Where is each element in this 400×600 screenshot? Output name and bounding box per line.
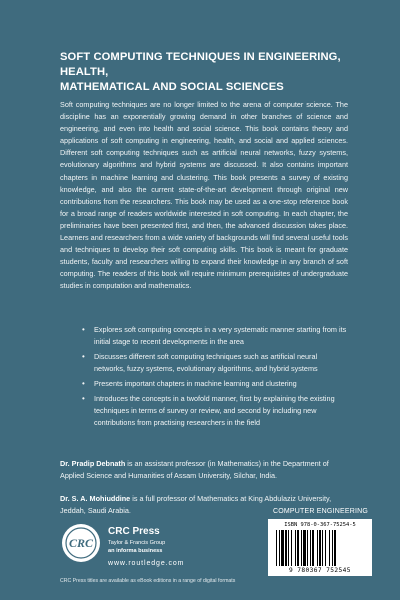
barcode-bar xyxy=(312,530,314,566)
barcode-bar xyxy=(325,530,326,566)
feature-item xyxy=(60,393,350,429)
barcode-bars-icon xyxy=(276,530,364,566)
author-description: is a full professor of Mathematics at King Abdulaziz University, Jeddah, Saudi Arabia. xyxy=(60,494,332,515)
publisher-group-line-2: an informa business xyxy=(108,547,163,554)
description-paragraph: Soft computing techniques are no longer limited to the arena of computer science. The discipline has an exponentially growing demand in other branches of science and engineering, and even into health and social science. This book contains theory and applications of soft computing in engineering, health, and social and applied sciences. Different soft computing techniques such as artificial neural networks, fuzzy systems, evolutionary algorithms and hybrid systems are discussed. It also contains important chapters in machine learning and clustering. This book presents a survey of existing knowledge, and also the current state-of-the-art development through original new contributions from the researchers. This book may be used as a one-stop reference book for a broad range of readers worldwide interested in soft computing. In each chapter, the preliminaries have been presented first, and then, the advanced discussion takes place. Learners and researchers from a wide variety of backgrounds will find several useful tools and techniques to develop their soft computing skills. This book is meant for graduate students, faculty and researchers willing to expand their knowledge in any branch of soft computing. The readers of this book will require minimum prerequisites of undergraduate studies in computation and mathematics. xyxy=(60,100,348,291)
crc-press-logo-icon xyxy=(60,522,102,564)
barcode-bar xyxy=(291,530,292,566)
book-title xyxy=(60,50,360,95)
logo-text: CRC xyxy=(68,536,94,550)
bullet-icon: • xyxy=(82,394,85,403)
barcode-bar xyxy=(303,530,306,566)
barcode-bar xyxy=(297,530,299,566)
barcode-bar xyxy=(276,530,277,566)
author-description: is an assistant professor (in Mathematics) in the Department of Applied Science and Humanities of Assam University, Silchar, India. xyxy=(60,459,329,480)
author-name: Dr. Pradip Debnath xyxy=(60,459,126,468)
author-name: Dr. S. A. Mohiuddine xyxy=(60,494,131,503)
publisher-group xyxy=(108,540,165,555)
barcode-bar xyxy=(332,530,333,566)
book-description xyxy=(60,99,348,293)
barcode-bar xyxy=(288,530,289,566)
barcode-bar xyxy=(307,530,308,566)
title-line-1: SOFT COMPUTING TECHNIQUES IN ENGINEERING, HEALTH, xyxy=(60,51,341,78)
publisher-group-line-1: Taylor & Francis Group xyxy=(108,540,166,546)
barcode-bar xyxy=(301,530,302,566)
barcode xyxy=(268,519,372,576)
feature-list xyxy=(60,324,350,432)
feature-text: Introduces the concepts in a twofold manner, first by explaining the existing techniques in terms of survey or review, and second by including new contributions from practising researchers in the field xyxy=(94,394,335,427)
bullet-icon: • xyxy=(82,325,85,334)
publisher-name: CRC Press xyxy=(108,526,160,537)
bullet-icon: • xyxy=(82,379,85,388)
barcode-bar xyxy=(322,530,323,566)
feature-item xyxy=(60,378,350,390)
ebook-note: CRC Press titles are available as eBook editions in a range of digital formats xyxy=(60,578,236,584)
isbn-text: ISBN 978-0-367-75254-5 xyxy=(284,522,356,528)
barcode-bar xyxy=(310,530,311,566)
barcode-bar xyxy=(329,530,330,566)
feature-item xyxy=(60,351,350,375)
barcode-bar xyxy=(334,530,336,566)
feature-text: Discusses different soft computing techniques such as artificial neural networks, fuzzy systems, evolutionary algorithms, and hybrid systems xyxy=(94,352,318,373)
isbn-digits: 9 780367 752545 xyxy=(289,567,351,574)
author-bio-1 xyxy=(60,458,350,482)
barcode-bar xyxy=(279,530,280,566)
feature-item xyxy=(60,324,350,348)
barcode-bar xyxy=(285,530,287,566)
barcode-bar xyxy=(281,530,284,566)
feature-text: Explores soft computing concepts in a very systematic manner starting from its initial stage to recent developments in the area xyxy=(94,325,347,346)
title-line-2: MATHEMATICAL AND SOCIAL SCIENCES xyxy=(60,81,284,93)
bullet-icon: • xyxy=(82,352,85,361)
publisher-website[interactable]: www.routledge.com xyxy=(108,560,185,567)
barcode-bar xyxy=(295,530,296,566)
barcode-bar xyxy=(317,530,318,566)
barcode-bar xyxy=(319,530,321,566)
subject-category: COMPUTER ENGINEERING xyxy=(272,508,368,515)
feature-text: Presents important chapters in machine learning and clustering xyxy=(94,379,297,388)
